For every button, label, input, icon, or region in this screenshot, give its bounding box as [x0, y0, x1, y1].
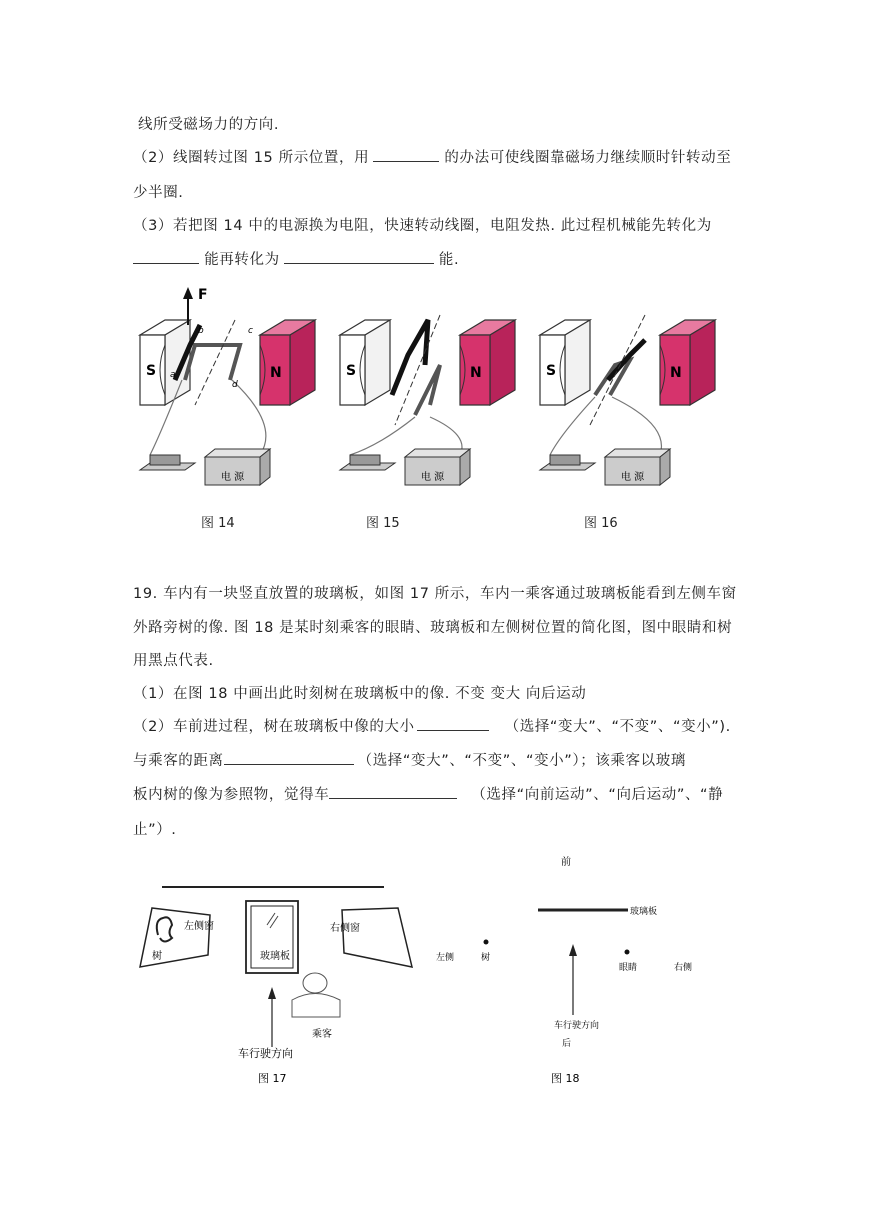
svg-text:前: 前: [561, 857, 571, 868]
caption-fig18: 图 18: [551, 1072, 580, 1085]
right-window: [342, 908, 412, 967]
answer-blank-2[interactable]: [133, 249, 199, 264]
q19-line-3: 用黑点代表.: [133, 653, 214, 669]
caption-fig14: 图 14: [201, 516, 235, 531]
caption-fig17: 图 17: [258, 1072, 287, 1085]
q19-line-1: 19. 车内有一块竖直放置的玻璃板，如图 17 所示，车内一乘客通过玻璃板能看到左侧车窗: [133, 586, 737, 602]
text-line-5: [133, 248, 459, 269]
svg-text:车行驶方向: 车行驶方向: [554, 1021, 600, 1031]
q19-line-7: 板内树的像为参照物，觉得车 （选择“向前运动”、“向后运动”、“静: [133, 783, 723, 804]
svg-text:乘客: 乘客: [312, 1029, 332, 1040]
figure-17: [130, 875, 430, 1090]
svg-text:电 源: 电 源: [421, 472, 445, 483]
figure-16: [540, 315, 715, 485]
answer-blank-1[interactable]: [373, 147, 439, 162]
caption-fig15: 图 15: [366, 516, 400, 531]
svg-text:玻璃板: 玻璃板: [630, 907, 658, 917]
figure-18: [430, 850, 720, 1090]
glass-plate: [246, 901, 298, 973]
eye-point: [625, 950, 630, 955]
svg-text:右侧窗: 右侧窗: [330, 923, 360, 934]
svg-text:电 源: 电 源: [621, 472, 645, 483]
answer-blank-3[interactable]: [284, 249, 434, 264]
svg-text:S: S: [346, 363, 357, 379]
q2-prefix: （2）线圈转过图 15 所示位置，用: [133, 150, 370, 166]
q3-suffix: 能.: [433, 252, 460, 268]
q19-line-2: 外路旁树的像. 图 18 是某时刻乘客的眼睛、玻璃板和左侧树位置的简化图，图中眼睛和树: [133, 620, 733, 636]
answer-blank-5[interactable]: [224, 750, 354, 765]
q19-line-4: （1）在图 18 中画出此时刻树在玻璃板中的像. 不变 变大 向后运动: [133, 686, 587, 702]
left-window: [140, 908, 210, 967]
motor-figures: [120, 285, 720, 500]
svg-text:b: b: [198, 326, 204, 336]
tree-point: [484, 940, 489, 945]
svg-text:d: d: [232, 380, 238, 390]
svg-text:眼睛: 眼睛: [619, 963, 638, 973]
text-line-2: [133, 146, 731, 167]
svg-text:N: N: [670, 365, 682, 381]
svg-text:树: 树: [481, 953, 491, 963]
svg-text:左侧: 左侧: [436, 953, 455, 963]
text-line-3: 少半圈.: [133, 185, 184, 201]
answer-blank-4[interactable]: [417, 716, 489, 731]
power-label: 电 源: [221, 472, 245, 483]
svg-text:车行驶方向: 车行驶方向: [238, 1047, 293, 1060]
caption-fig16: 图 16: [584, 516, 618, 531]
q19-line-8: 止”）.: [133, 822, 177, 838]
svg-text:后: 后: [562, 1039, 572, 1049]
svg-text:c: c: [248, 326, 253, 336]
figure-14: [140, 287, 315, 485]
magnet-n-label: N: [270, 365, 282, 381]
force-label: F: [198, 287, 208, 303]
text-line-1: 线所受磁场力的方向.: [138, 117, 280, 133]
answer-blank-6[interactable]: [329, 784, 457, 799]
svg-text:左侧窗: 左侧窗: [184, 921, 214, 932]
svg-text:玻璃板: 玻璃板: [260, 951, 290, 962]
q2-suffix: 的办法可使线圈靠磁场力继续顺时针转动至: [439, 150, 732, 166]
figure-15: [340, 315, 515, 485]
passenger-icon: [292, 973, 340, 1017]
text-line-4: （3）若把图 14 中的电源换为电阻，快速转动线圈，电阻发热. 此过程机械能先转化为: [133, 218, 712, 234]
svg-text:树: 树: [152, 951, 162, 962]
q3-mid: 能再转化为: [199, 252, 280, 268]
svg-text:S: S: [546, 363, 557, 379]
q19-line-6: 与乘客的距离 （选择“变大”、“不变”、“变小”）；该乘客以玻璃: [133, 749, 686, 770]
magnet-s-label: S: [146, 363, 157, 379]
svg-text:N: N: [470, 365, 482, 381]
q19-line-5: （2）车前进过程，树在玻璃板中像的大小 （选择“变大”、“不变”、“变小”).: [133, 715, 731, 736]
svg-text:右侧: 右侧: [674, 963, 693, 973]
svg-text:a: a: [170, 370, 176, 380]
